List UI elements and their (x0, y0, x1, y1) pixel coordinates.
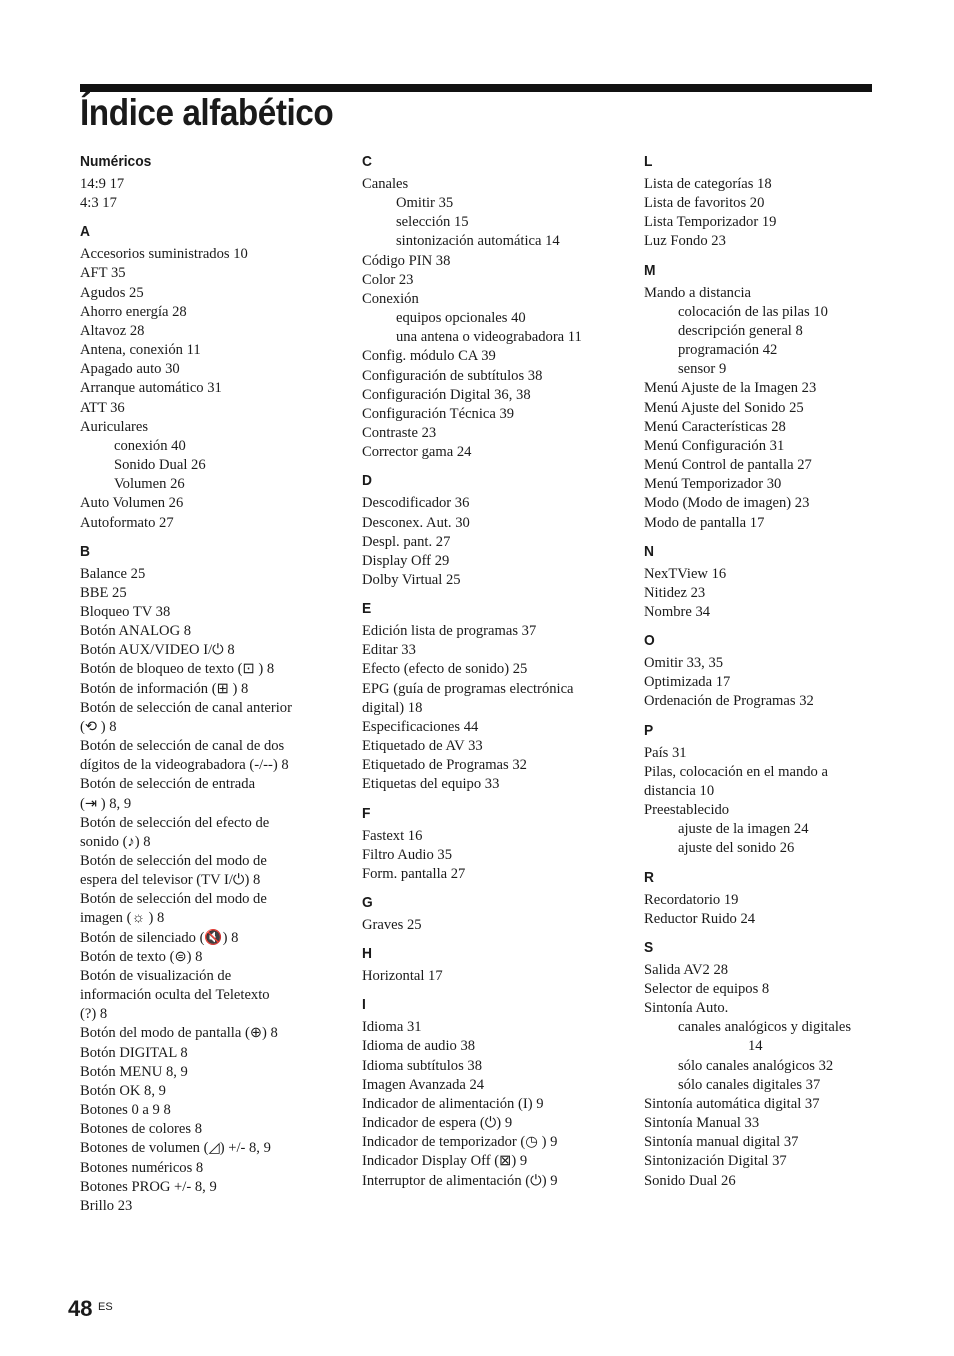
index-subentry: descripción general 8 (678, 322, 803, 339)
index-entry: Apagado auto 30 (80, 361, 180, 378)
section-entries (362, 175, 624, 462)
index-entry: Salida AV2 28 (644, 961, 729, 978)
index-subentry: programación 42 (678, 342, 778, 359)
index-entry: Recordatorio 19 (644, 891, 739, 908)
page-title: Índice alfabético (80, 92, 334, 133)
index-entry: EPG (guía de programas electrónica (362, 680, 574, 697)
section-heading: Numéricos (80, 153, 152, 170)
section-heading: E (362, 600, 372, 618)
section-entries (362, 916, 624, 935)
section-heading: I (362, 996, 366, 1014)
section-entries (644, 961, 906, 1191)
index-entry: Color 23 (362, 271, 414, 288)
index-entry: Ahorro energía 28 (80, 303, 187, 320)
index-entry: Indicador de espera (⏻) 9 (362, 1115, 513, 1132)
section-heading: D (362, 472, 372, 490)
index-entry: Botones de colores 8 (80, 1121, 202, 1138)
index-entry: dígitos de la videograbadora (-/--) 8 (80, 757, 289, 774)
index-entry: (?) 8 (80, 1006, 108, 1023)
section-heading: L (644, 153, 653, 170)
index-entry: Editar 33 (362, 642, 416, 659)
index-entry: Menú Temporizador 30 (644, 476, 782, 493)
index-entry: Corrector gama 24 (362, 444, 472, 461)
page-language-code: ES (98, 1301, 113, 1313)
index-subentry: 14 (748, 1038, 763, 1055)
index-entry: Form. pantalla 27 (362, 865, 466, 882)
section-entries (362, 494, 624, 590)
index-entry: Filtro Audio 35 (362, 846, 453, 863)
index-entry: Omitir 33, 35 (644, 655, 724, 672)
index-entry: Conexión (362, 290, 419, 307)
index-entry: Botón de selección de canal de dos (80, 738, 285, 755)
index-entry: Lista de categorías 18 (644, 176, 772, 192)
index-entry: Antena, conexión 11 (80, 342, 201, 359)
index-entry: Bloqueo TV 38 (80, 603, 171, 620)
index-subentry: Omitir 35 (396, 195, 454, 212)
section-heading: P (644, 721, 654, 739)
index-entry: AFT 35 (80, 265, 126, 282)
section-heading: H (362, 945, 372, 963)
index-entry: Botón MENU 8, 9 (80, 1063, 188, 1080)
index-entry: Menú Ajuste del Sonido 25 (644, 399, 804, 416)
section-entries (80, 245, 342, 532)
index-subentry: conexión 40 (114, 437, 186, 454)
index-entry: Contraste 23 (362, 425, 437, 442)
index-entry: Idioma subtítulos 38 (362, 1057, 482, 1074)
index-entry: Canales (362, 176, 409, 192)
index-entry: Autoformato 27 (80, 514, 174, 531)
index-subentry: sólo canales digitales 37 (678, 1076, 821, 1093)
index-entry: Idioma 31 (362, 1019, 422, 1036)
section-entries (644, 891, 906, 929)
index-entry: Nombre 34 (644, 603, 711, 620)
index-entry: País 31 (644, 744, 687, 761)
index-entry: Configuración de subtítulos 38 (362, 367, 543, 384)
index-entry: Horizontal 17 (362, 968, 443, 985)
index-subentry: ajuste del sonido 26 (678, 840, 795, 857)
section-heading: A (80, 223, 90, 241)
section-heading: F (362, 804, 371, 822)
index-subentry: Volumen 26 (114, 476, 185, 493)
index-column-2 (362, 152, 624, 1191)
section-entries (644, 565, 906, 622)
index-entry: espera del televisor (TV I/⏻) 8 (80, 872, 261, 889)
title-rule (80, 84, 872, 92)
section-heading: C (362, 153, 372, 170)
index-entry: Etiquetado de Programas 32 (362, 757, 527, 774)
index-entry: Arranque automático 31 (80, 380, 222, 397)
index-entry: 14:9 17 (80, 176, 125, 192)
section-entries (362, 827, 624, 884)
index-entry: Botón de visualización de (80, 967, 232, 984)
index-entry: Indicador de temporizador (◷ ) 9 (362, 1134, 558, 1151)
index-entry: Menú Control de pantalla 27 (644, 457, 812, 474)
index-entry: Botón de bloqueo de texto (⊡ ) 8 (80, 661, 275, 678)
section-entries (362, 967, 624, 986)
index-entry: Fastext 16 (362, 827, 423, 844)
index-entry: Botón de selección del efecto de (80, 814, 270, 831)
index-subentry: sintonización automática 14 (396, 233, 560, 250)
index-entry: Auto Volumen 26 (80, 495, 184, 512)
index-entry: Botones PROG +/- 8, 9 (80, 1178, 217, 1195)
index-column-3 (644, 152, 906, 1191)
index-entry: Lista de favoritos 20 (644, 195, 765, 212)
index-entry: Botones de volumen (◿) +/- 8, 9 (80, 1140, 271, 1157)
index-entry: 4:3 17 (80, 195, 117, 212)
section-heading: R (644, 868, 654, 886)
index-entry: (⟲ ) 8 (80, 718, 117, 735)
index-entry: Indicador Display Off (⊠) 9 (362, 1153, 528, 1170)
section-entries (80, 175, 342, 213)
index-entry: Altavoz 28 (80, 322, 145, 339)
index-entry: Botón DIGITAL 8 (80, 1044, 188, 1061)
section-heading: O (644, 632, 655, 650)
index-entry: Código PIN 38 (362, 252, 451, 269)
index-entry: Dolby Virtual 25 (362, 571, 461, 588)
index-entry: Botón de selección de canal anterior (80, 699, 292, 716)
index-entry: Auriculares (80, 418, 149, 435)
index-entry: Botón de selección del modo de (80, 891, 267, 908)
index-entry: Menú Configuración 31 (644, 437, 785, 454)
section-heading: N (644, 542, 654, 560)
index-entry: Configuración Técnica 39 (362, 405, 515, 422)
index-entry: Indicador de alimentación (I) 9 (362, 1095, 544, 1112)
section-entries (362, 622, 624, 794)
section-entries (362, 1018, 624, 1190)
index-subentry: una antena o videograbadora 11 (396, 329, 582, 346)
index-entry: distancia 10 (644, 782, 715, 799)
index-subentry: sensor 9 (678, 361, 727, 378)
index-entry: sonido (♪) 8 (80, 833, 151, 850)
index-entry: Optimizada 17 (644, 674, 731, 691)
index-entry: Desconex. Aut. 30 (362, 514, 470, 531)
index-entry: Botón de información (⊞ ) 8 (80, 680, 249, 697)
page-number: 48 (68, 1296, 93, 1321)
index-entry: ATT 36 (80, 399, 125, 416)
section-entries (644, 284, 906, 533)
section-heading: G (362, 894, 373, 911)
index-subentry: canales analógicos y digitales (678, 1019, 852, 1036)
section-entries (644, 744, 906, 859)
index-entry: Reductor Ruido 24 (644, 910, 756, 927)
index-subentry: sólo canales analógicos 32 (678, 1057, 834, 1074)
index-entry: Configuración Digital 36, 38 (362, 386, 531, 403)
index-entry: Config. módulo CA 39 (362, 348, 496, 365)
index-entry: Despl. pant. 27 (362, 533, 451, 550)
index-subentry: ajuste de la imagen 24 (678, 821, 809, 838)
section-entries (644, 175, 906, 252)
index-entry: Accesorios suministrados 10 (80, 246, 248, 263)
index-entry: Balance 25 (80, 565, 146, 582)
section-heading: S (644, 938, 654, 956)
index-entry: Modo de pantalla 17 (644, 514, 765, 531)
section-entries (644, 654, 906, 711)
index-entry: Pilas, colocación en el mando a (644, 763, 828, 780)
index-subentry: colocación de las pilas 10 (678, 303, 828, 320)
index-entry: Brillo 23 (80, 1197, 133, 1214)
index-entry: Selector de equipos 8 (644, 981, 770, 997)
index-entry: BBE 25 (80, 584, 127, 601)
index-entry: Botón de texto (⊜) 8 (80, 948, 203, 965)
index-entry: Sonido Dual 26 (644, 1172, 736, 1189)
index-entry: Botones numéricos 8 (80, 1159, 204, 1176)
index-column-1 (80, 152, 342, 1216)
index-entry: Display Off 29 (362, 552, 450, 569)
index-entry: Modo (Modo de imagen) 23 (644, 495, 810, 512)
index-entry: Sintonía Manual 33 (644, 1115, 760, 1132)
index-entry: Nitidez 23 (644, 584, 706, 601)
index-entry: Botón de selección de entrada (80, 776, 256, 793)
index-entry: Sintonía manual digital 37 (644, 1134, 799, 1151)
index-entry: Botón de selección del modo de (80, 853, 267, 869)
index-entry: NexTView 16 (644, 565, 727, 582)
index-entry: Lista Temporizador 19 (644, 214, 777, 231)
index-entry: Sintonía automática digital 37 (644, 1095, 820, 1112)
index-entry: Luz Fondo 23 (644, 233, 726, 250)
index-entry: Etiquetas del equipo 33 (362, 776, 500, 793)
index-entry: Etiquetado de AV 33 (362, 738, 483, 755)
index-entry: imagen (☼ ) 8 (80, 910, 165, 927)
index-entry: Botones 0 a 9 8 (80, 1102, 171, 1119)
index-entry: Botón de silenciado (🔇) 8 (80, 929, 239, 946)
index-entry: Botón ANALOG 8 (80, 623, 192, 640)
index-entry: digital) 18 (362, 699, 423, 716)
section-heading: M (644, 261, 656, 279)
index-entry: Agudos 25 (80, 284, 144, 301)
index-entry: Efecto (efecto de sonido) 25 (362, 661, 528, 678)
index-entry: Mando a distancia (644, 284, 751, 301)
index-entry: Edición lista de programas 37 (362, 623, 537, 640)
index-subentry: selección 15 (396, 214, 469, 231)
index-entry: Interruptor de alimentación (⏻) 9 (362, 1172, 558, 1189)
index-entry: Botón AUX/VIDEO I/⏻ 8 (80, 642, 235, 659)
index-entry: (⇥ ) 8, 9 (80, 795, 132, 812)
index-entry: Sintonización Digital 37 (644, 1153, 787, 1170)
index-entry: Graves 25 (362, 917, 422, 933)
index-entry: Menú Características 28 (644, 418, 786, 435)
index-entry: Imagen Avanzada 24 (362, 1076, 485, 1093)
index-entry: información oculta del Teletexto (80, 987, 270, 1004)
index-entry: Sintonía Auto. (644, 1000, 729, 1017)
section-heading: B (80, 542, 90, 560)
index-subentry: equipos opcionales 40 (396, 310, 526, 327)
index-subentry: Sonido Dual 26 (114, 457, 206, 474)
index-entry: Botón del modo de pantalla (⊕) 8 (80, 1025, 278, 1042)
index-entry: Menú Ajuste de la Imagen 23 (644, 380, 817, 397)
index-entry: Especificaciones 44 (362, 718, 479, 735)
index-entry: Ordenación de Programas 32 (644, 693, 814, 710)
index-entry: Descodificador 36 (362, 495, 470, 512)
section-entries (80, 565, 342, 1216)
index-entry: Idioma de audio 38 (362, 1038, 476, 1055)
index-entry: Preestablecido (644, 802, 730, 819)
index-entry: Botón OK 8, 9 (80, 1082, 166, 1099)
